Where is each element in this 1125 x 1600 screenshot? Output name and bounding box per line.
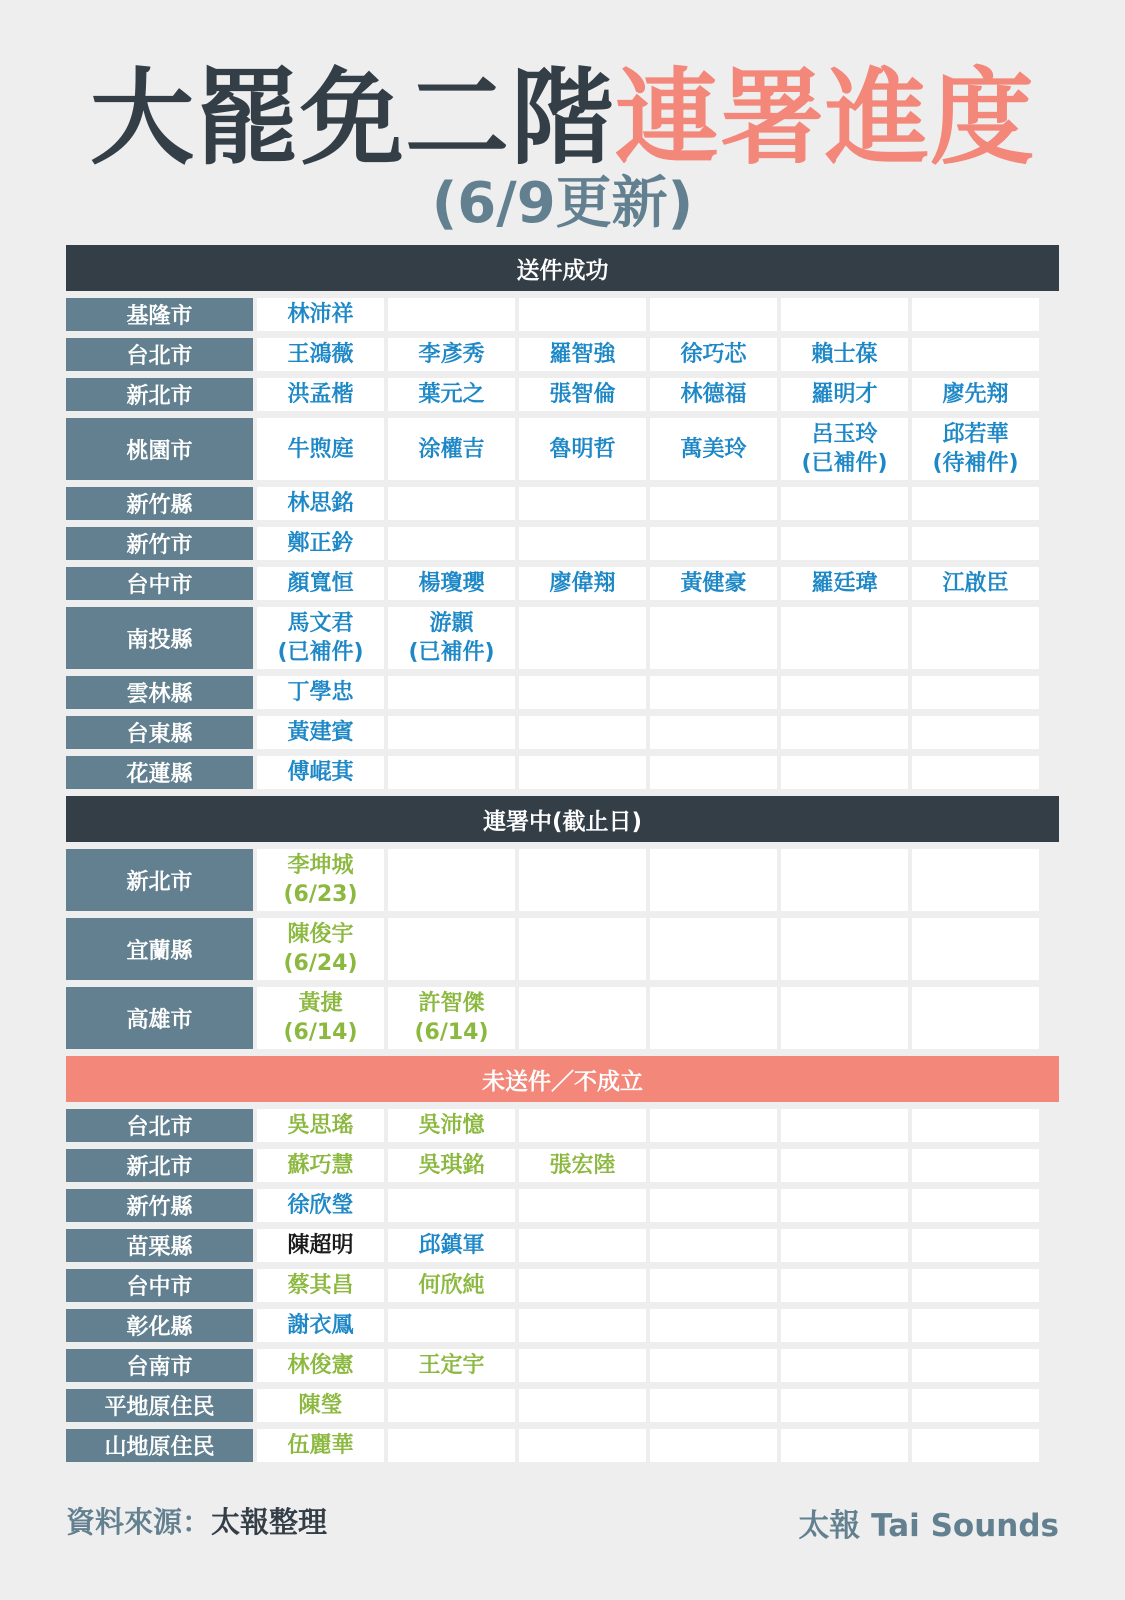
- empty-cell: [912, 338, 1039, 371]
- legislator-cell: 吳沛憶: [388, 1109, 515, 1142]
- legislator-cell: 黃健豪: [650, 567, 777, 600]
- table-row: [66, 987, 1059, 1049]
- empty-cell: [912, 607, 1039, 669]
- empty-cell: [781, 918, 908, 980]
- empty-cell: [650, 1349, 777, 1382]
- empty-cell: [650, 607, 777, 669]
- region-label: 花蓮縣: [66, 756, 253, 789]
- empty-cell: [650, 918, 777, 980]
- legislator-cell: 張宏陸: [519, 1149, 646, 1182]
- legislator-cell: 陳俊宇 (6/24): [257, 918, 384, 980]
- empty-cell: [388, 716, 515, 749]
- empty-cell: [650, 1149, 777, 1182]
- table-row: [66, 1269, 1059, 1302]
- region-label: 台北市: [66, 338, 253, 371]
- legislator-cell: 蔡其昌: [257, 1269, 384, 1302]
- legislator-cell: 顏寬恒: [257, 567, 384, 600]
- region-label: 平地原住民: [66, 1389, 253, 1422]
- region-label: 山地原住民: [66, 1429, 253, 1462]
- empty-cell: [650, 1109, 777, 1142]
- empty-cell: [912, 918, 1039, 980]
- empty-cell: [519, 527, 646, 560]
- legislator-cell: 林德福: [650, 378, 777, 411]
- legislator-cell: 何欣純: [388, 1269, 515, 1302]
- legislator-cell: 陳超明: [257, 1229, 384, 1262]
- legislator-cell: 廖偉翔: [519, 567, 646, 600]
- title-highlight: 連署進度: [615, 57, 1036, 179]
- brand-logo-text: 太報 Tai Sounds: [798, 1508, 1059, 1544]
- empty-cell: [781, 1189, 908, 1222]
- empty-cell: [781, 756, 908, 789]
- empty-cell: [519, 1109, 646, 1142]
- table-row: [66, 1429, 1059, 1462]
- region-label: 台中市: [66, 567, 253, 600]
- empty-cell: [519, 716, 646, 749]
- empty-cell: [519, 756, 646, 789]
- empty-cell: [519, 298, 646, 331]
- empty-cell: [912, 716, 1039, 749]
- legislator-cell: 陳瑩: [257, 1389, 384, 1422]
- section-header: 送件成功: [66, 245, 1059, 291]
- empty-cell: [519, 1309, 646, 1342]
- table-row: [66, 676, 1059, 709]
- legislator-cell: 邱鎮軍: [388, 1229, 515, 1262]
- region-label: 台北市: [66, 1109, 253, 1142]
- legislator-cell: 蘇巧慧: [257, 1149, 384, 1182]
- region-label: 台中市: [66, 1269, 253, 1302]
- empty-cell: [519, 1429, 646, 1462]
- empty-cell: [781, 607, 908, 669]
- empty-cell: [650, 987, 777, 1049]
- legislator-cell: 林沛祥: [257, 298, 384, 331]
- empty-cell: [519, 918, 646, 980]
- empty-cell: [519, 676, 646, 709]
- empty-cell: [388, 1389, 515, 1422]
- empty-cell: [912, 1269, 1039, 1302]
- legislator-cell: 王定宇: [388, 1349, 515, 1382]
- empty-cell: [912, 487, 1039, 520]
- empty-cell: [388, 676, 515, 709]
- empty-cell: [912, 1109, 1039, 1142]
- empty-cell: [912, 1229, 1039, 1262]
- empty-cell: [912, 1349, 1039, 1382]
- legislator-cell: 王鴻薇: [257, 338, 384, 371]
- region-label: 高雄市: [66, 987, 253, 1049]
- empty-cell: [519, 1269, 646, 1302]
- region-label: 基隆市: [66, 298, 253, 331]
- legislator-cell: 謝衣鳳: [257, 1309, 384, 1342]
- region-label: 台南市: [66, 1349, 253, 1382]
- empty-cell: [650, 756, 777, 789]
- source-value: 太報整理: [211, 1505, 328, 1539]
- legislator-cell: 許智傑 (6/14): [388, 987, 515, 1049]
- empty-cell: [388, 298, 515, 331]
- empty-cell: [388, 527, 515, 560]
- table-row: [66, 487, 1059, 520]
- empty-cell: [519, 1389, 646, 1422]
- empty-cell: [388, 1189, 515, 1222]
- legislator-cell: 牛煦庭: [257, 418, 384, 480]
- legislator-cell: 黃建賓: [257, 716, 384, 749]
- empty-cell: [912, 756, 1039, 789]
- region-label: 宜蘭縣: [66, 918, 253, 980]
- empty-cell: [650, 849, 777, 911]
- empty-cell: [650, 676, 777, 709]
- legislator-cell: 林思銘: [257, 487, 384, 520]
- source-note: [66, 1500, 327, 1541]
- empty-cell: [912, 1429, 1039, 1462]
- legislator-cell: 黃捷 (6/14): [257, 987, 384, 1049]
- empty-cell: [781, 487, 908, 520]
- legislator-cell: 林俊憲: [257, 1349, 384, 1382]
- empty-cell: [388, 1309, 515, 1342]
- empty-cell: [781, 1149, 908, 1182]
- empty-cell: [781, 527, 908, 560]
- empty-cell: [912, 1149, 1039, 1182]
- empty-cell: [781, 1429, 908, 1462]
- legislator-cell: 萬美玲: [650, 418, 777, 480]
- empty-cell: [912, 1309, 1039, 1342]
- region-label: 新北市: [66, 378, 253, 411]
- empty-cell: [912, 527, 1039, 560]
- region-label: 新北市: [66, 1149, 253, 1182]
- region-label: 台東縣: [66, 716, 253, 749]
- empty-cell: [781, 1269, 908, 1302]
- empty-cell: [650, 1229, 777, 1262]
- table-row: [66, 1349, 1059, 1382]
- legislator-cell: 李彥秀: [388, 338, 515, 371]
- empty-cell: [650, 1389, 777, 1422]
- legislator-cell: 江啟臣: [912, 567, 1039, 600]
- empty-cell: [912, 298, 1039, 331]
- empty-cell: [519, 1349, 646, 1382]
- table-row: [66, 418, 1059, 480]
- empty-cell: [781, 849, 908, 911]
- table-row: [66, 849, 1059, 911]
- region-label: 新竹市: [66, 527, 253, 560]
- empty-cell: [781, 716, 908, 749]
- empty-cell: [781, 298, 908, 331]
- table-row: [66, 716, 1059, 749]
- legislator-cell: 羅智強: [519, 338, 646, 371]
- region-label: 南投縣: [66, 607, 253, 669]
- empty-cell: [650, 1269, 777, 1302]
- empty-cell: [388, 849, 515, 911]
- legislator-cell: 呂玉玲 (已補件): [781, 418, 908, 480]
- legislator-cell: 游顥 (已補件): [388, 607, 515, 669]
- table-row: [66, 756, 1059, 789]
- legislator-cell: 李坤城 (6/23): [257, 849, 384, 911]
- table-row: [66, 338, 1059, 371]
- legislator-cell: 張智倫: [519, 378, 646, 411]
- legislator-cell: 楊瓊瓔: [388, 567, 515, 600]
- empty-cell: [519, 1189, 646, 1222]
- empty-cell: [519, 487, 646, 520]
- empty-cell: [781, 676, 908, 709]
- legislator-cell: 伍麗華: [257, 1429, 384, 1462]
- empty-cell: [388, 1429, 515, 1462]
- table-row: [66, 1309, 1059, 1342]
- empty-cell: [912, 1189, 1039, 1222]
- empty-cell: [650, 1309, 777, 1342]
- legislator-cell: 洪孟楷: [257, 378, 384, 411]
- table-row: [66, 1229, 1059, 1262]
- empty-cell: [650, 527, 777, 560]
- source-label: 資料來源：: [66, 1505, 212, 1539]
- legislator-cell: 涂權吉: [388, 418, 515, 480]
- legislator-cell: 徐欣瑩: [257, 1189, 384, 1222]
- legislator-cell: 徐巧芯: [650, 338, 777, 371]
- legislator-cell: 羅廷瑋: [781, 567, 908, 600]
- section-header: 連署中(截止日): [66, 796, 1059, 842]
- legislator-cell: 傅崐萁: [257, 756, 384, 789]
- title-main: 大罷免二階: [89, 57, 615, 179]
- legislator-cell: 丁學忠: [257, 676, 384, 709]
- empty-cell: [912, 987, 1039, 1049]
- empty-cell: [519, 607, 646, 669]
- empty-cell: [781, 987, 908, 1049]
- empty-cell: [650, 487, 777, 520]
- empty-cell: [388, 918, 515, 980]
- empty-cell: [781, 1109, 908, 1142]
- legislator-cell: 魯明哲: [519, 418, 646, 480]
- empty-cell: [519, 1229, 646, 1262]
- region-label: 彰化縣: [66, 1309, 253, 1342]
- table-row: [66, 527, 1059, 560]
- empty-cell: [912, 1389, 1039, 1422]
- page-title: [0, 58, 1125, 178]
- empty-cell: [912, 676, 1039, 709]
- legislator-cell: 吳琪銘: [388, 1149, 515, 1182]
- table-row: [66, 1149, 1059, 1182]
- table-row: [66, 1389, 1059, 1422]
- empty-cell: [519, 849, 646, 911]
- table-row: [66, 378, 1059, 411]
- table-row: [66, 607, 1059, 669]
- table-row: [66, 298, 1059, 331]
- legislator-cell: 邱若華 (待補件): [912, 418, 1039, 480]
- table-row: [66, 1189, 1059, 1222]
- legislator-cell: 賴士葆: [781, 338, 908, 371]
- empty-cell: [650, 1189, 777, 1222]
- table-row: [66, 1109, 1059, 1142]
- table-row: [66, 567, 1059, 600]
- empty-cell: [388, 756, 515, 789]
- section-header: 未送件／不成立: [66, 1056, 1059, 1102]
- empty-cell: [781, 1349, 908, 1382]
- legislator-cell: 羅明才: [781, 378, 908, 411]
- empty-cell: [388, 487, 515, 520]
- empty-cell: [650, 1429, 777, 1462]
- empty-cell: [519, 987, 646, 1049]
- table-row: [66, 918, 1059, 980]
- legislator-cell: 馬文君 (已補件): [257, 607, 384, 669]
- empty-cell: [781, 1389, 908, 1422]
- region-label: 新竹縣: [66, 1189, 253, 1222]
- update-date: (6/9更新): [431, 171, 694, 236]
- empty-cell: [781, 1229, 908, 1262]
- region-label: 苗栗縣: [66, 1229, 253, 1262]
- empty-cell: [650, 716, 777, 749]
- legislator-cell: 鄭正鈐: [257, 527, 384, 560]
- empty-cell: [650, 298, 777, 331]
- empty-cell: [912, 849, 1039, 911]
- region-label: 新北市: [66, 849, 253, 911]
- legislator-cell: 吳思瑤: [257, 1109, 384, 1142]
- legislator-cell: 廖先翔: [912, 378, 1039, 411]
- legislator-cell: 葉元之: [388, 378, 515, 411]
- region-label: 雲林縣: [66, 676, 253, 709]
- region-label: 新竹縣: [66, 487, 253, 520]
- region-label: 桃園市: [66, 418, 253, 480]
- empty-cell: [781, 1309, 908, 1342]
